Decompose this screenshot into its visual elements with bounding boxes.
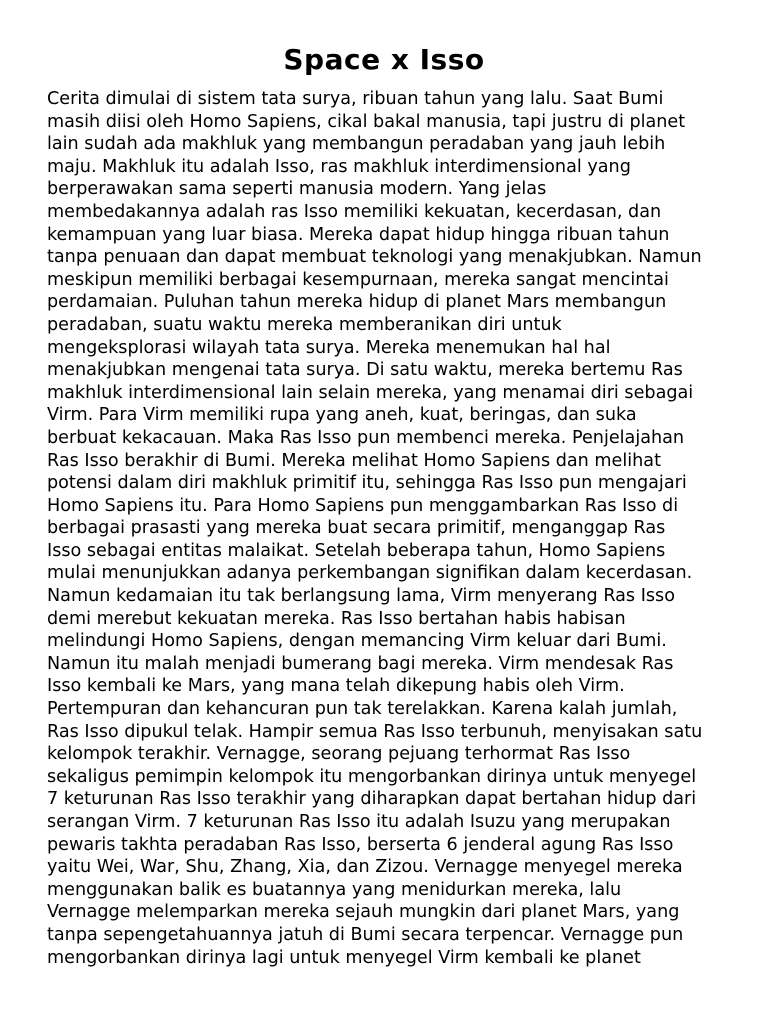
text-line: berbagai prasasti yang mereka buat secara primitif, menganggap Ras: [47, 518, 666, 539]
document-title: Space x Isso: [283, 43, 485, 76]
text-line: maju. Makhluk itu adalah Isso, ras makhluk interdimensional yang: [47, 156, 631, 177]
text-line: makhluk interdimensional lain selain mereka, yang menamai diri sebagai: [47, 382, 694, 403]
text-line: membedakannya adalah ras Isso memiliki kekuatan, kecerdasan, dan: [47, 201, 662, 222]
text-line: perdamaian. Puluhan tahun mereka hidup di planet Mars membangun: [47, 292, 667, 313]
text-line: Isso sebagai entitas malaikat. Setelah beberapa tahun, Homo Sapiens: [47, 540, 666, 561]
text-line: Virm. Para Virm memiliki rupa yang aneh, kuat, beringas, dan suka: [47, 405, 637, 426]
text-line: peradaban, suatu waktu mereka memberanikan diri untuk: [47, 314, 562, 335]
text-line: Vernagge melemparkan mereka sejauh mungkin dari planet Mars, yang: [47, 902, 680, 923]
text-line: demi merebut kekuatan mereka. Ras Isso bertahan habis habisan: [47, 608, 626, 629]
text-line: Isso kembali ke Mars, yang mana telah dikepung habis oleh Virm.: [47, 676, 625, 697]
text-line: pewaris takhta peradaban Ras Isso, berserta 6 jenderal agung Ras Isso: [47, 834, 674, 855]
text-line: kelompok terakhir. Vernagge, seorang pejuang terhormat Ras Isso: [47, 744, 631, 765]
text-line: sekaligus pemimpin kelompok itu mengorbankan dirinya untuk menyegel: [47, 766, 697, 787]
text-line: yaitu Wei, War, Shu, Zhang, Xia, dan Zizou. Vernagge menyegel mereka: [47, 857, 683, 878]
document-body: [47, 88, 747, 969]
text-line: mengorbankan dirinya lagi untuk menyegel Virm kembali ke planet: [47, 947, 641, 968]
text-line: Ras Isso berakhir di Bumi. Mereka melihat Homo Sapiens dan melihat: [47, 450, 661, 471]
text-line: Cerita dimulai di sistem tata surya, ribuan tahun yang lalu. Saat Bumi: [47, 89, 664, 109]
text-line: Namun kedamaian itu tak berlangsung lama, Virm menyerang Ras Isso: [47, 586, 675, 607]
text-line: masih diisi oleh Homo Sapiens, cikal bakal manusia, tapi justru di planet: [47, 111, 686, 132]
text-line: tanpa penuaan dan dapat membuat teknologi yang menakjubkan. Namun: [47, 247, 702, 268]
text-line: menakjubkan mengenai tata surya. Di satu waktu, mereka bertemu Ras: [47, 360, 683, 381]
text-line: berperawakan sama seperti manusia modern. Yang jelas: [47, 179, 547, 200]
text-line: Homo Sapiens itu. Para Homo Sapiens pun menggambarkan Ras Isso di: [47, 495, 679, 516]
text-line: 7 keturunan Ras Isso terakhir yang diharapkan dapat bertahan hidup dari: [47, 789, 697, 810]
text-line: meskipun memiliki berbagai kesempurnaan, mereka sangat mencintai: [47, 269, 669, 290]
text-line: Pertempuran dan kehancuran pun tak terelakkan. Karena kalah jumlah,: [47, 699, 678, 720]
text-line: lain sudah ada makhluk yang membangun peradaban yang jauh lebih: [47, 134, 666, 155]
text-line: tanpa sepengetahuannya jatuh di Bumi secara terpencar. Vernagge pun: [47, 924, 684, 945]
text-line: kemampuan yang luar biasa. Mereka dapat hidup hingga ribuan tahun: [47, 224, 670, 245]
text-line: melindungi Homo Sapiens, dengan memancing Virm keluar dari Bumi.: [47, 631, 667, 652]
text-line: berbuat kekacauan. Maka Ras Isso pun membenci mereka. Penjelajahan: [47, 427, 685, 448]
text-line: mulai menunjukkan adanya perkembangan signifikan dalam kecerdasan.: [47, 563, 693, 584]
text-line: Namun itu malah menjadi bumerang bagi mereka. Virm mendesak Ras: [47, 653, 674, 674]
text-line: Ras Isso dipukul telak. Hampir semua Ras Isso terbunuh, menyisakan satu: [47, 721, 703, 742]
text-line: potensi dalam diri makhluk primitif itu, sehingga Ras Isso pun mengajari: [47, 473, 687, 494]
text-line: serangan Virm. 7 keturunan Ras Isso itu adalah Isuzu yang merupakan: [47, 812, 671, 832]
text-line: menggunakan balik es buatannya yang menidurkan mereka, lalu: [47, 879, 622, 900]
text-line: mengeksplorasi wilayah tata surya. Mereka menemukan hal hal: [47, 337, 611, 358]
